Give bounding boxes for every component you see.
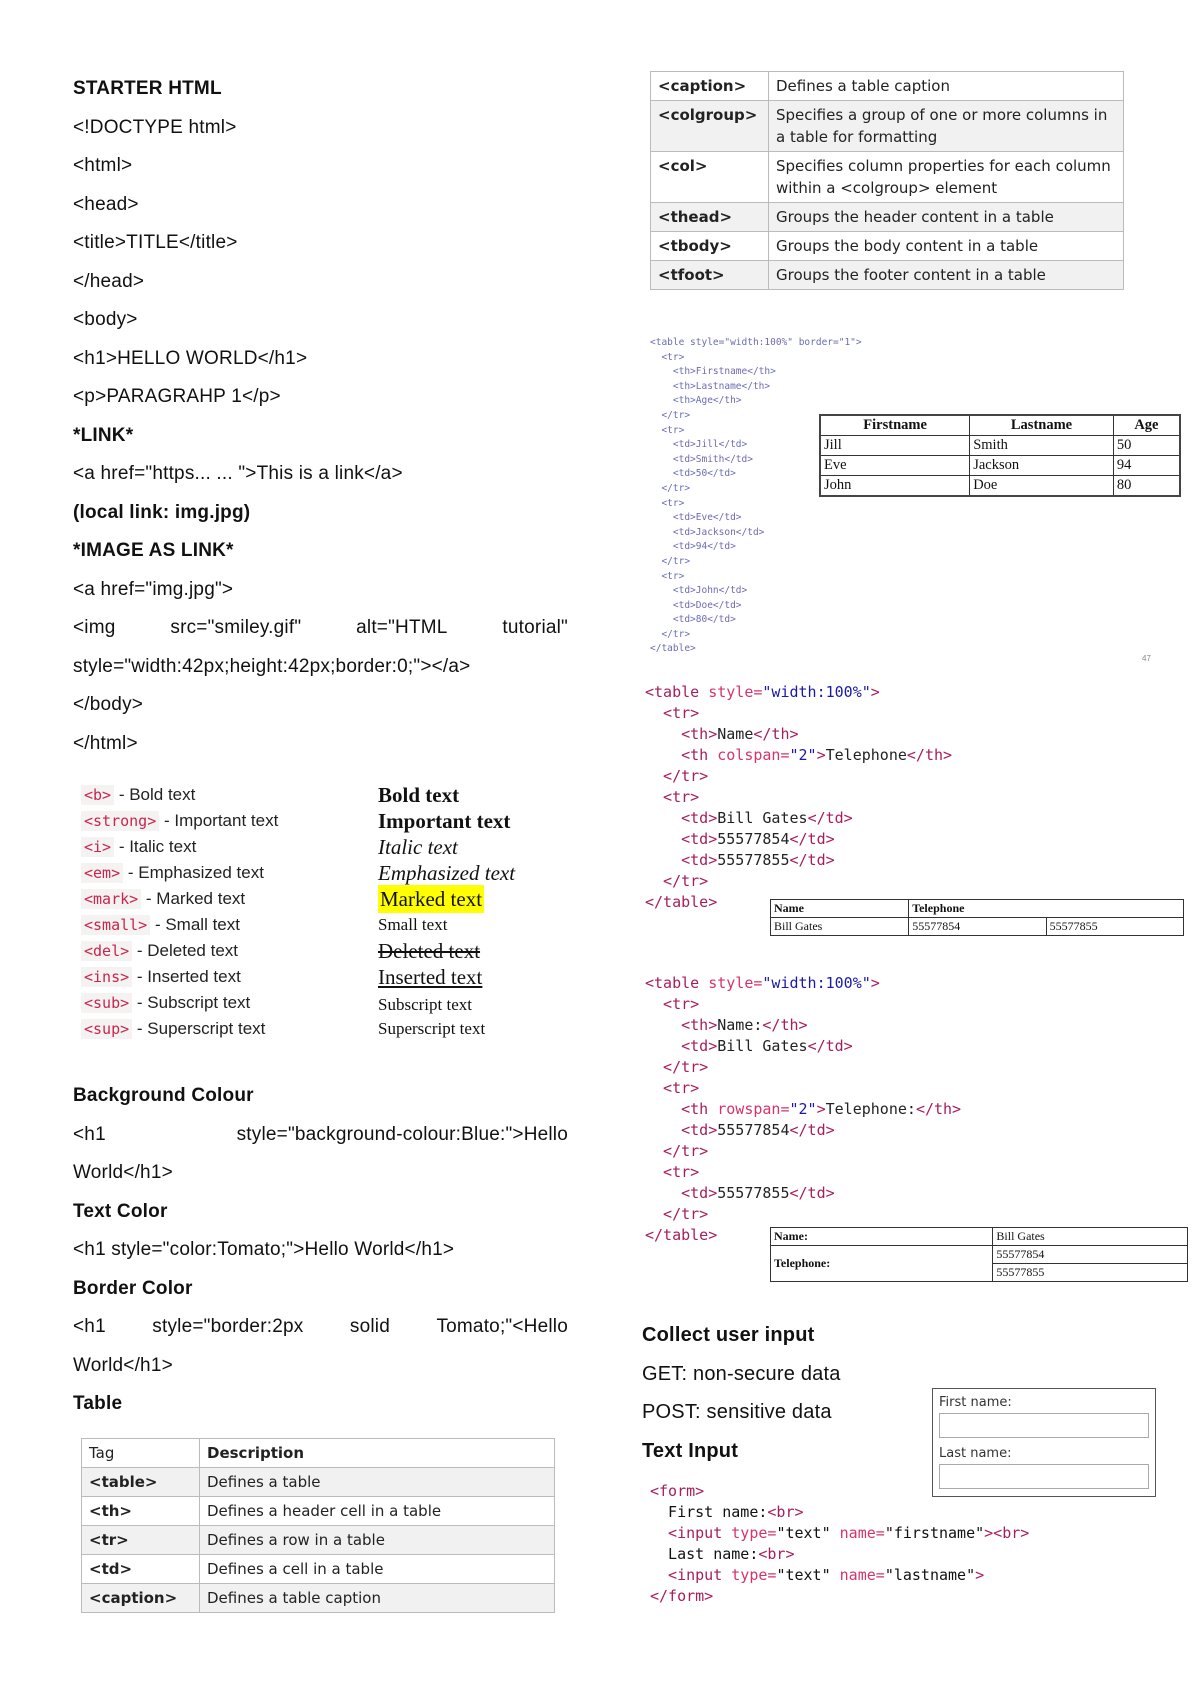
cell: 55577854 [993, 1246, 1188, 1264]
code-line: </body> [73, 694, 144, 715]
code-token: </td> [789, 1184, 835, 1202]
em-output: Emphasized text [378, 861, 516, 885]
code-token: - Inserted text [136, 967, 241, 986]
code-token: <td> [645, 1037, 718, 1055]
word: tutorial" [502, 617, 568, 638]
rowspan-code-sample [645, 973, 961, 1246]
code-line: <td>Eve</td> [650, 512, 742, 524]
code-token: <em> [81, 863, 123, 883]
code-token [645, 1120, 961, 1141]
code-token: <input [650, 1566, 732, 1584]
format-row [81, 807, 278, 835]
last-name-label: Last name: [939, 1446, 1012, 1461]
code-token: name= [830, 1566, 885, 1584]
code-token: <tr> [645, 1163, 700, 1181]
code-token: "width:100%" [762, 974, 871, 992]
code-token: name= [830, 1524, 885, 1542]
code-token: 55577855 [717, 1184, 790, 1202]
word: <img [73, 617, 116, 638]
code-token: colspan= [717, 746, 790, 764]
cell: <tfoot> [651, 261, 769, 290]
sub-output: Subscript text [378, 995, 472, 1014]
code-token: > [870, 683, 880, 701]
table-row [82, 1526, 555, 1555]
cell: Defines a header cell in a table [200, 1497, 555, 1526]
code-token: <th [645, 1100, 718, 1118]
cell: Firstname [820, 415, 970, 436]
table-tags-reference [81, 1438, 555, 1613]
style-section [73, 1077, 568, 1424]
code-token: - Important text [163, 811, 279, 830]
table-row [651, 232, 1124, 261]
code-token: <tr> [645, 788, 700, 806]
code-token: </td> [807, 1037, 853, 1055]
code-token [645, 682, 952, 703]
cell: Defines a row in a table [200, 1526, 555, 1555]
code-token [650, 1523, 1029, 1544]
code-token: <strong> [81, 811, 159, 831]
code-token: - Subscript text [136, 993, 251, 1012]
cell: Groups the body content in a table [769, 232, 1124, 261]
code-token: </th> [906, 746, 953, 764]
code-token: </table> [645, 1226, 718, 1244]
code-line: <p>PARAGRAHP 1</p> [73, 386, 281, 407]
code-line: <td>80</td> [650, 614, 736, 626]
cell: Groups the footer content in a table [769, 261, 1124, 290]
code-token: </tr> [645, 1142, 709, 1160]
word: <h1 [73, 1123, 106, 1145]
code-token: "width:100%" [762, 683, 871, 701]
code-token: Name: [717, 1016, 763, 1034]
code-token: > [816, 1100, 826, 1118]
cell: 55577855 [1046, 918, 1183, 936]
code-line: <tr> [650, 570, 685, 582]
code-line: <head> [73, 193, 139, 215]
cell: Bill Gates [771, 918, 909, 936]
code-line: <th>Firstname</th> [650, 366, 776, 378]
cell: <th> [82, 1497, 200, 1526]
code-line: </tr> [650, 555, 691, 567]
code-token: <sub> [81, 993, 132, 1013]
italic-output: Italic text [378, 835, 458, 859]
page-mark: 47 [1142, 654, 1151, 663]
code-token: </td> [789, 1121, 835, 1139]
table-row [771, 1246, 1188, 1264]
code-token: </th> [762, 1016, 808, 1034]
del-output: Deleted text [378, 939, 481, 963]
cell: Specifies a group of one or more columns in a table for formatting [769, 101, 1124, 152]
table-row [82, 1468, 555, 1497]
table-row [82, 1497, 555, 1526]
formatting-reference [73, 781, 568, 1073]
code-line: <tr> [650, 424, 685, 436]
code-line: </head> [73, 270, 145, 292]
get-note: GET: non-secure data [642, 1362, 841, 1385]
cell: Telephone: [771, 1246, 993, 1282]
cell: Lastname [970, 415, 1114, 436]
code-token: <th> [645, 1016, 718, 1034]
cell: <caption> [651, 72, 769, 101]
code-line: <td>50</td> [650, 468, 736, 480]
code-line: </tr> [650, 409, 691, 421]
link-heading: *LINK* [73, 424, 134, 446]
code-token: </td> [789, 851, 835, 869]
code-token: </tr> [645, 767, 709, 785]
code-token: <mark> [81, 889, 141, 909]
code-line: <html> [73, 155, 133, 176]
cell: <tr> [82, 1526, 200, 1555]
code-token: "2" [789, 746, 817, 764]
code-token: <th [645, 746, 718, 764]
table-row [820, 456, 1180, 476]
cell: 55577854 [909, 918, 1046, 936]
code-token: <td> [645, 830, 718, 848]
cell: Jill [820, 436, 970, 456]
code-token: rowspan= [717, 1100, 790, 1118]
code-token: <td> [645, 1121, 718, 1139]
table-row [651, 101, 1124, 152]
sup-output: Superscript text [378, 1019, 486, 1038]
code-token: </td> [807, 809, 853, 827]
cell: Name [771, 900, 909, 918]
code-line: </tr> [650, 628, 691, 640]
table-row [82, 1584, 555, 1613]
text-input-heading: Text Input [642, 1439, 739, 1462]
code-token: "2" [789, 1100, 817, 1118]
code-line: <!DOCTYPE html> [73, 116, 237, 138]
small-output: Small text [378, 915, 448, 934]
ins-output: Inserted text [378, 965, 483, 989]
code-token: </th> [915, 1100, 962, 1118]
rendered-table-people [819, 414, 1181, 497]
table-row [82, 1555, 555, 1584]
cell: Defines a cell in a table [200, 1555, 555, 1584]
cell: <thead> [651, 203, 769, 232]
code-token: <table [645, 974, 709, 992]
code-token: ><br> [984, 1524, 1030, 1542]
code-token: <tr> [645, 1079, 700, 1097]
code-token: </th> [753, 725, 799, 743]
code-token: 55577854 [717, 1121, 790, 1139]
code-token: - Deleted text [136, 941, 238, 960]
code-line-justified [73, 609, 568, 648]
colspan-code-sample [645, 682, 952, 913]
cell: Groups the header content in a table [769, 203, 1124, 232]
code-token [645, 1036, 961, 1057]
mark-output: Marked text [380, 887, 483, 911]
table-row [820, 415, 1180, 436]
code-token [650, 1502, 1029, 1523]
format-row [81, 937, 238, 965]
word: solid [349, 1316, 390, 1337]
code-token: <b> [81, 785, 114, 805]
background-colour-heading: Background Colour [73, 1085, 254, 1106]
collect-user-input-heading: Collect user input [642, 1324, 815, 1346]
cell: <tbody> [651, 232, 769, 261]
cell: Smith [970, 436, 1114, 456]
code-token: 55577854 [717, 830, 790, 848]
code-token: </tr> [645, 1058, 709, 1076]
word: style="border:2px [152, 1316, 304, 1337]
bold-output: Bold text [378, 783, 460, 807]
code-token: > [870, 974, 880, 992]
code-token [645, 829, 952, 850]
code-token: <td> [645, 809, 718, 827]
code-token: Telephone [825, 746, 907, 764]
code-line: <td>Jill</td> [650, 439, 748, 451]
cell: Doe [970, 476, 1114, 497]
cell: Age [1113, 415, 1180, 436]
code-token: - Small text [154, 915, 240, 934]
code-line: <td>John</td> [650, 585, 748, 597]
cell: Defines a table caption [769, 72, 1124, 101]
border-color-heading: Border Color [73, 1277, 193, 1299]
first-name-label: First name: [939, 1395, 1012, 1410]
word: src="smiley.gif" [170, 617, 302, 638]
word: alt="HTML [356, 617, 448, 638]
table-row [651, 203, 1124, 232]
code-line: style="width:42px;height:42px;border:0;"></a> [73, 655, 471, 677]
code-token: <form> [650, 1482, 705, 1500]
cell: Name: [771, 1228, 993, 1246]
code-line: <td>Smith</td> [650, 453, 753, 465]
code-token: <tr> [645, 995, 700, 1013]
image-link-heading: *IMAGE AS LINK* [73, 540, 234, 561]
code-token: type= [731, 1524, 777, 1542]
code-token: - Emphasized text [127, 863, 264, 882]
cell: 55577855 [993, 1264, 1188, 1282]
code-token: <td> [645, 851, 718, 869]
code-token [650, 1565, 1029, 1586]
code-line: </tr> [650, 482, 691, 494]
code-token: </td> [789, 830, 835, 848]
code-token: - Marked text [145, 889, 246, 908]
format-row [81, 833, 196, 861]
code-token [645, 1183, 961, 1204]
cell: <caption> [82, 1584, 200, 1613]
code-token: Telephone: [825, 1100, 916, 1118]
code-line: <th>Age</th> [650, 395, 742, 407]
code-token: style= [708, 683, 763, 701]
table-row [771, 900, 1184, 918]
code-line: World</h1> [73, 1354, 173, 1376]
local-link-note: (local link: img.jpg) [73, 501, 251, 523]
left-column [73, 70, 568, 1424]
format-row [81, 989, 250, 1017]
code-token: <br> [758, 1545, 795, 1563]
code-token: "text" [776, 1524, 831, 1542]
code-token [645, 850, 952, 871]
cell: 50 [1113, 436, 1180, 456]
code-token: - Italic text [118, 837, 197, 856]
code-token: type= [731, 1566, 777, 1584]
code-line: <td>94</td> [650, 541, 736, 553]
code-line: <title>TITLE</title> [73, 232, 238, 253]
code-token [645, 1015, 961, 1036]
code-token: <input [650, 1524, 732, 1542]
code-token: <sup> [81, 1019, 132, 1039]
format-row [81, 885, 245, 913]
strong-output: Important text [378, 809, 511, 833]
format-row [81, 911, 240, 939]
cell: <table> [82, 1468, 200, 1497]
table-row [771, 1228, 1188, 1246]
code-token [645, 745, 952, 766]
cell: 80 [1113, 476, 1180, 497]
cell: <colgroup> [651, 101, 769, 152]
code-line-justified [73, 1116, 568, 1155]
code-token: 55577855 [717, 851, 790, 869]
code-token: <del> [81, 941, 132, 961]
code-token: Last name: [650, 1545, 759, 1563]
starter-html-heading: STARTER HTML [73, 78, 222, 99]
code-token [645, 808, 952, 829]
table-row [651, 152, 1124, 203]
text-color-heading: Text Color [73, 1200, 168, 1222]
cell: Telephone [909, 900, 1184, 918]
format-row [81, 1015, 265, 1043]
code-line: </table> [650, 643, 696, 655]
code-token: > [816, 746, 826, 764]
code-token: <table [645, 683, 709, 701]
cell: <col> [651, 152, 769, 203]
user-input-section [642, 1316, 932, 1470]
table-row [82, 1439, 555, 1468]
code-line: <th>Lastname</th> [650, 380, 771, 392]
code-line: </html> [73, 732, 138, 754]
code-token: Bill Gates [717, 1037, 808, 1055]
cell: John [820, 476, 970, 497]
word: <h1 [73, 1316, 106, 1337]
code-token [645, 973, 961, 994]
code-token: - Bold text [118, 785, 196, 804]
word: style="background-colour:Blue:">Hello [236, 1123, 568, 1145]
code-line: <tr> [650, 351, 685, 363]
table-row [820, 436, 1180, 456]
code-token: - Superscript text [136, 1019, 266, 1038]
rendered-table-colspan [770, 899, 1184, 936]
code-line: <tr> [650, 497, 685, 509]
code-token: <small> [81, 915, 150, 935]
table-row [771, 918, 1184, 936]
code-line: <h1>HELLO WORLD</h1> [73, 347, 308, 369]
code-line: <body> [73, 309, 138, 330]
code-token: > [975, 1566, 985, 1584]
code-token: </tr> [645, 872, 709, 890]
code-token: <ins> [81, 967, 132, 987]
cell: Defines a table caption [200, 1584, 555, 1613]
code-token: </table> [645, 893, 718, 911]
first-name-input[interactable] [939, 1413, 1149, 1438]
code-token: <br> [767, 1503, 804, 1521]
code-line: <table style="width:100%" border="1"> [650, 337, 862, 348]
code-token: <th> [645, 725, 718, 743]
cell: Eve [820, 456, 970, 476]
code-line: <a href="img.jpg"> [73, 578, 234, 600]
cell: Tag [82, 1439, 200, 1468]
code-token [645, 1099, 961, 1120]
code-line: <td>Doe</td> [650, 599, 742, 611]
cell: Specifies column properties for each column within a <colgroup> element [769, 152, 1124, 203]
code-line: <a href="https... ... ">This is a link</a> [73, 463, 403, 484]
rendered-table-rowspan [770, 1227, 1188, 1282]
table-row [651, 261, 1124, 290]
format-row [81, 963, 241, 991]
cell: <td> [82, 1555, 200, 1584]
code-token: <tr> [645, 704, 700, 722]
code-line: <td>Jackson</td> [650, 526, 765, 538]
code-line-justified [73, 1308, 568, 1347]
code-token: </tr> [645, 1205, 709, 1223]
code-token: "text" [776, 1566, 831, 1584]
code-token: Bill Gates [717, 809, 808, 827]
format-row [81, 859, 264, 887]
table-tags-reference-continued [650, 71, 1124, 290]
cell: Bill Gates [993, 1228, 1188, 1246]
table-row [651, 72, 1124, 101]
code-token [645, 724, 952, 745]
code-token: <i> [81, 837, 114, 857]
code-token: "lastname" [884, 1566, 976, 1584]
post-note: POST: sensitive data [642, 1401, 832, 1423]
table-heading: Table [73, 1393, 123, 1414]
word: Tomato;"<Hello [436, 1316, 568, 1337]
table-row [820, 476, 1180, 497]
code-line: World</h1> [73, 1162, 173, 1183]
cell: 94 [1113, 456, 1180, 476]
code-token: First name: [650, 1503, 768, 1521]
code-token: Name [717, 725, 754, 743]
code-token: style= [708, 974, 763, 992]
code-token: </form> [650, 1587, 714, 1605]
cell: Defines a table [200, 1468, 555, 1497]
form-code-sample [650, 1481, 1029, 1607]
code-line: <h1 style="color:Tomato;">Hello World</h1> [73, 1239, 455, 1260]
cell: Jackson [970, 456, 1114, 476]
code-token [650, 1544, 1029, 1565]
format-row [81, 781, 195, 809]
code-token: <td> [645, 1184, 718, 1202]
code-token: "firstname" [884, 1524, 985, 1542]
cell: Description [200, 1439, 555, 1468]
